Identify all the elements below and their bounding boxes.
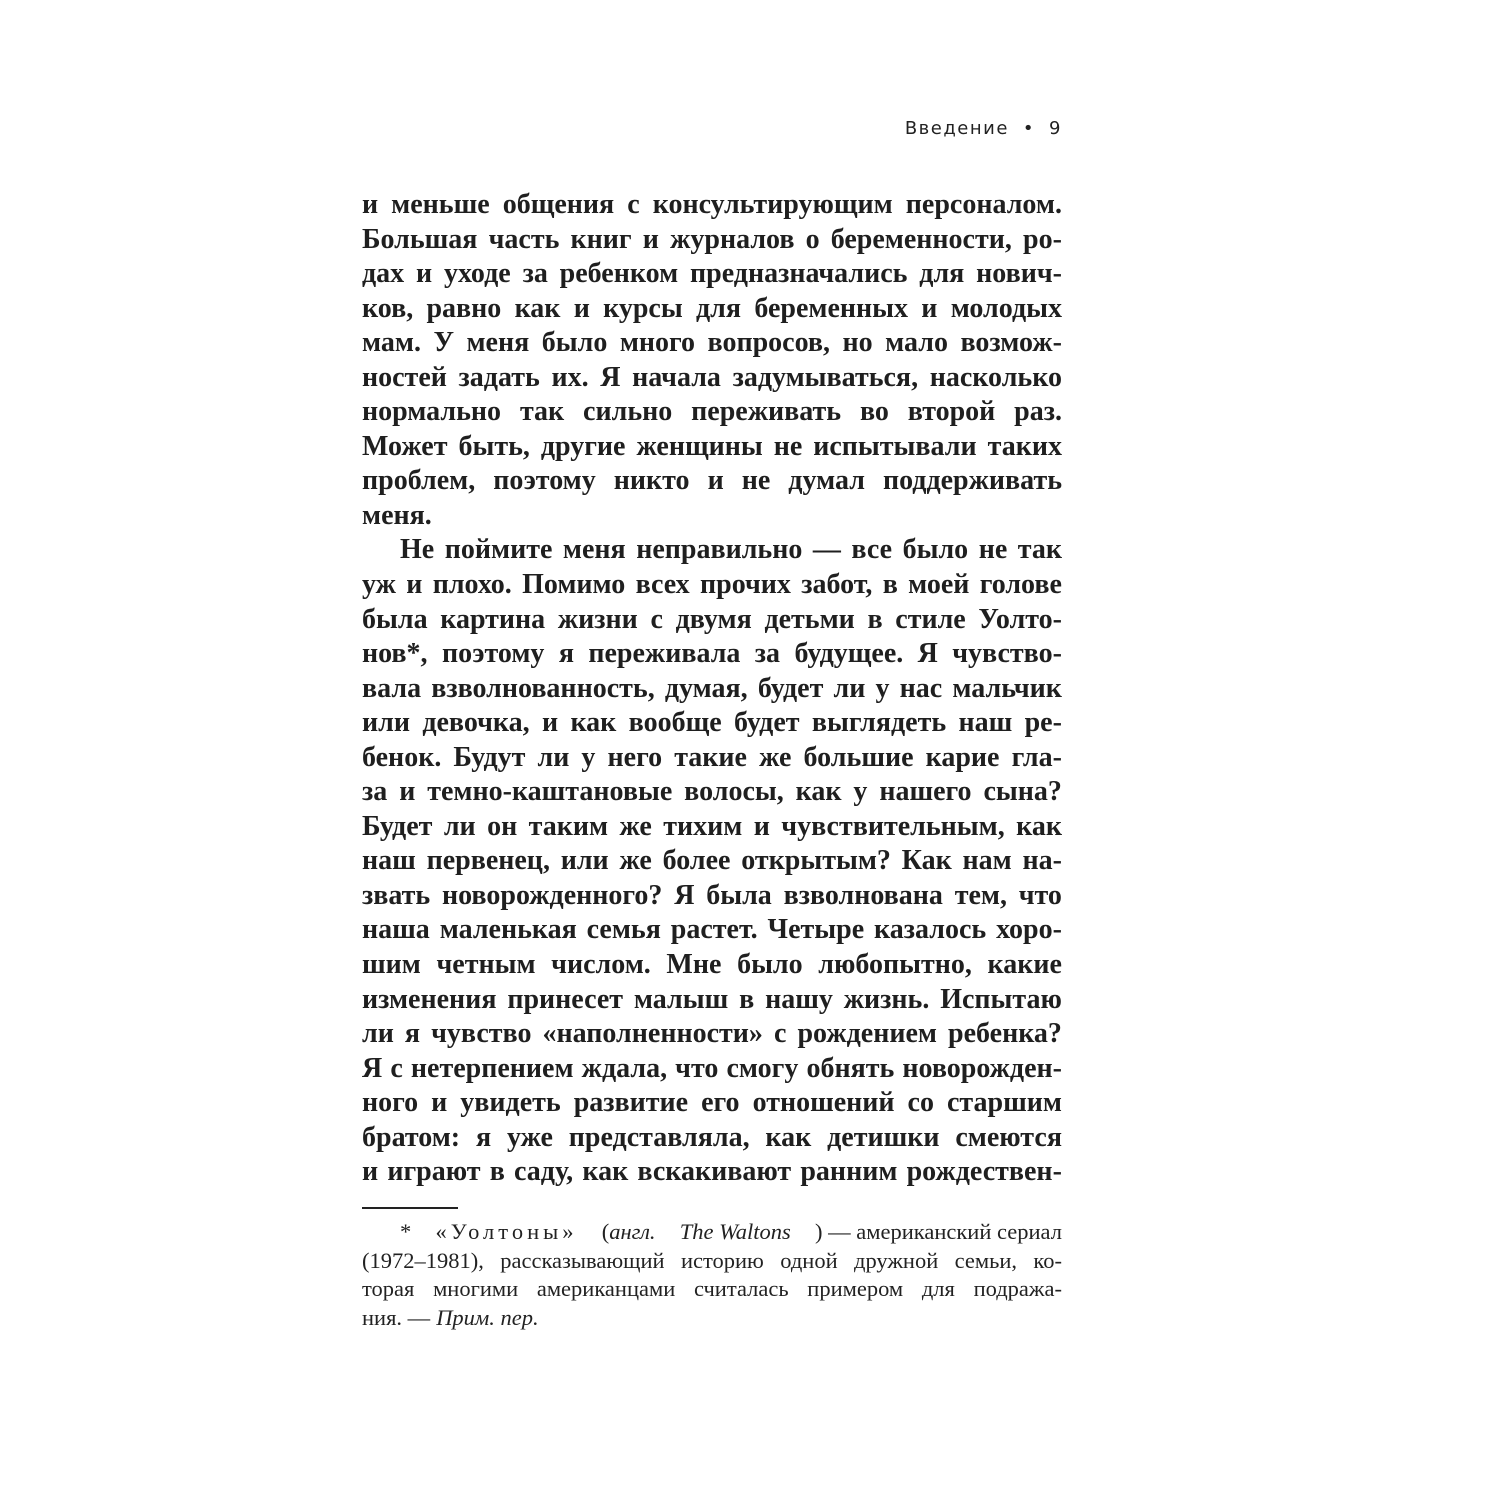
word: Испытаю <box>940 983 1062 1015</box>
word: маленькая <box>439 914 577 946</box>
word: чувство- <box>952 638 1062 670</box>
body-line <box>362 568 1062 603</box>
word: ре- <box>1024 707 1062 739</box>
body-line <box>362 499 1062 534</box>
word: прочих <box>699 569 791 601</box>
word: будет <box>757 672 824 704</box>
word: я <box>558 638 574 670</box>
word: принесет <box>507 983 624 1015</box>
footnote-line: ния. — Прим. пер. <box>362 1304 1062 1333</box>
body-line <box>362 810 1062 845</box>
word: наша <box>362 914 430 946</box>
footnote-title: «Уолтоны» <box>435 1219 578 1244</box>
word: чувство <box>431 1018 532 1050</box>
word: девочка, <box>422 707 530 739</box>
word: в <box>882 569 898 601</box>
word: консультирующим <box>652 189 893 220</box>
body-line <box>362 1121 1062 1156</box>
word: не <box>741 465 771 497</box>
word: и <box>362 189 379 220</box>
word: одной <box>780 1247 838 1273</box>
word: для <box>921 1276 955 1301</box>
body-line <box>362 672 1062 707</box>
word: беременных <box>754 292 909 324</box>
word: у <box>875 672 890 704</box>
word: всех <box>635 569 690 601</box>
word: Уолто- <box>978 603 1062 635</box>
word: Большая <box>362 223 478 255</box>
word: было <box>737 949 803 981</box>
body-line <box>362 1086 1062 1121</box>
word: детьми <box>764 603 855 635</box>
word: взволнована <box>783 879 943 911</box>
word: плохо. <box>432 569 512 601</box>
body-line <box>362 913 1062 948</box>
word: меньше <box>391 189 490 220</box>
word: никто <box>613 465 690 497</box>
word: меня. <box>362 499 432 531</box>
word: меня <box>466 327 530 359</box>
word: я <box>404 1018 421 1050</box>
word: братом: <box>362 1121 461 1153</box>
footnote-line <box>362 1218 1062 1247</box>
word: Будет <box>362 810 433 842</box>
word: предназначались <box>690 258 908 290</box>
word: раз. <box>1014 396 1062 428</box>
word: растет. <box>670 914 758 946</box>
word: новорожденного? <box>442 879 663 911</box>
word: взволнованность, <box>431 672 655 704</box>
word: и <box>431 1087 448 1119</box>
word: наш <box>362 845 416 877</box>
bullet-separator: • <box>1022 118 1036 139</box>
footnote-origin: (англ. <box>601 1219 656 1244</box>
footnote-line <box>362 1275 1062 1304</box>
word: рождением <box>797 1018 937 1050</box>
word: У <box>433 327 454 359</box>
word: же <box>759 741 792 773</box>
word: уж <box>362 569 396 601</box>
word: с <box>650 603 663 635</box>
word: у <box>853 776 868 808</box>
word: проблем, <box>362 465 476 497</box>
word: я <box>475 1121 492 1153</box>
word: Помимо <box>522 569 626 601</box>
word: семьи, <box>954 1247 1018 1273</box>
body-line <box>362 188 1062 223</box>
running-header <box>905 118 1062 139</box>
word: как <box>570 707 617 739</box>
word: для <box>919 258 965 290</box>
word: курсы <box>603 292 683 324</box>
word: забот, <box>801 569 873 601</box>
section-title: Введение <box>904 118 1009 139</box>
word: волосы, <box>684 776 784 808</box>
word: нам <box>962 845 1012 877</box>
word: отношений <box>752 1087 895 1119</box>
word: сына? <box>983 776 1062 808</box>
word: много <box>619 327 696 359</box>
word: четным <box>436 949 536 981</box>
body-line <box>362 395 1062 430</box>
word: как <box>765 1121 812 1153</box>
word: насколько <box>929 361 1062 393</box>
word: нашу <box>765 983 833 1015</box>
word: ждала, <box>581 1052 668 1084</box>
word: будет <box>733 707 800 739</box>
word: была <box>362 603 428 635</box>
word: многими <box>433 1276 519 1301</box>
body-line <box>362 775 1062 810</box>
word: или <box>362 707 410 739</box>
word: за <box>754 638 781 670</box>
word: было <box>902 534 969 566</box>
word: рассказывающий <box>500 1247 665 1273</box>
word: какие <box>987 949 1062 981</box>
word: персоналом. <box>905 189 1062 220</box>
word: считалась <box>693 1276 789 1301</box>
word: у <box>581 741 596 773</box>
word: поддерживать <box>882 465 1062 497</box>
word: таким <box>528 810 609 842</box>
word: тем, <box>954 879 1007 911</box>
word: большие <box>803 741 914 773</box>
footnote-marker: * <box>400 1219 412 1244</box>
word: Мне <box>666 949 722 981</box>
word: за <box>362 776 388 808</box>
word: задумываться, <box>732 361 919 393</box>
word: что <box>675 1052 719 1084</box>
word: думая, <box>664 672 748 704</box>
word: такие <box>674 741 747 773</box>
word: увидеть <box>460 1087 561 1119</box>
body-line <box>362 706 1062 741</box>
word: новорожден- <box>902 1052 1062 1084</box>
word: для <box>696 292 742 324</box>
word: шим <box>362 949 421 981</box>
word: гла- <box>1011 741 1062 773</box>
word: быть, <box>458 430 530 462</box>
word: но <box>842 327 873 359</box>
word: играют <box>387 1156 481 1188</box>
body-line <box>362 1017 1062 1052</box>
word: и <box>573 292 590 324</box>
word: ко- <box>1033 1247 1062 1273</box>
word: начала <box>632 361 721 393</box>
word: числом. <box>551 949 651 981</box>
word: семья <box>586 914 661 946</box>
word: была <box>706 879 772 911</box>
word: же <box>619 845 652 877</box>
word: более <box>662 845 731 877</box>
word: молодых <box>950 292 1062 324</box>
word: ро- <box>1023 223 1062 255</box>
word: беременности, <box>830 223 1012 255</box>
translator-note: Прим. пер. <box>436 1304 539 1330</box>
word: как <box>514 292 561 324</box>
word: саду, <box>514 1156 574 1188</box>
word: в <box>867 603 883 635</box>
page-number: 9 <box>1049 118 1062 139</box>
word: голове <box>979 569 1062 601</box>
word: Я <box>362 1052 383 1084</box>
word: — <box>812 534 841 566</box>
footnote <box>362 1218 1062 1332</box>
word: вопросов, <box>707 327 831 359</box>
body-line <box>362 361 1062 396</box>
word: уже <box>506 1121 553 1153</box>
word: Я <box>917 638 938 670</box>
word: Я <box>600 361 621 393</box>
word: развитие <box>573 1087 689 1119</box>
word: вала <box>362 672 422 704</box>
word: выглядеть <box>811 707 947 739</box>
word: ли <box>362 1018 394 1050</box>
word: дружной <box>854 1247 939 1273</box>
word: другие <box>540 430 626 462</box>
word: вскакивают <box>637 1156 792 1188</box>
word: же <box>619 810 652 842</box>
word: нов*, <box>362 638 428 670</box>
body-text <box>362 188 1062 1190</box>
body-line <box>362 844 1062 879</box>
word: не <box>978 534 1008 566</box>
body-line <box>362 637 1062 672</box>
word: меня <box>562 534 626 566</box>
word: и <box>642 223 659 255</box>
word: Будут <box>453 741 526 773</box>
body-line <box>362 1052 1062 1087</box>
word: изменения <box>362 983 497 1015</box>
word: нетерпением <box>410 1052 574 1084</box>
word: подража- <box>973 1276 1062 1301</box>
word: неправильно <box>636 534 803 566</box>
word: женщины <box>636 430 763 462</box>
word: представляла, <box>568 1121 750 1153</box>
word: Может <box>362 430 448 462</box>
word: «наполненности» <box>542 1018 763 1050</box>
word: и <box>406 569 423 601</box>
body-line <box>362 603 1062 638</box>
footnote-original-title: The Waltons <box>679 1219 791 1244</box>
word: ли <box>833 672 866 704</box>
word: ли <box>443 810 476 842</box>
word: нас <box>899 672 943 704</box>
word: чувствительным, <box>781 810 1005 842</box>
word: таких <box>987 430 1062 462</box>
word: Четыре <box>767 914 865 946</box>
word: как <box>1016 810 1062 842</box>
body-line <box>362 326 1062 361</box>
word: хоро- <box>996 914 1062 946</box>
word: в <box>739 983 755 1015</box>
word: мальчик <box>952 672 1062 704</box>
word: двумя <box>675 603 752 635</box>
word: ли <box>537 741 570 773</box>
footnote-divider <box>362 1207 458 1209</box>
word: думал <box>788 465 865 497</box>
word: нович- <box>976 258 1062 290</box>
word: историю <box>680 1247 764 1273</box>
word: было <box>541 327 608 359</box>
body-line <box>362 223 1062 258</box>
word: ребенка? <box>948 1018 1062 1050</box>
body-line <box>362 948 1062 983</box>
word: торая <box>362 1276 415 1301</box>
footnote-description: ) — американский сериал <box>815 1219 1062 1244</box>
word: наш <box>958 707 1013 739</box>
word: американцами <box>536 1276 676 1301</box>
word: будущее. <box>794 638 904 670</box>
word: ков, <box>362 292 414 324</box>
word: тихим <box>663 810 743 842</box>
word: ного <box>362 1087 419 1119</box>
word: и <box>416 258 433 290</box>
word: обнять <box>806 1052 895 1084</box>
word: поэтому <box>441 638 545 670</box>
body-line <box>362 879 1062 914</box>
word: смеются <box>955 1121 1062 1153</box>
word: малыш <box>633 983 729 1015</box>
body-line <box>362 983 1062 1018</box>
word: и <box>362 1156 379 1188</box>
body-line <box>362 1155 1062 1190</box>
word: сильно <box>583 396 673 428</box>
word: поэтому <box>493 465 596 497</box>
word: с <box>773 1018 787 1050</box>
word: Не <box>400 534 435 566</box>
word: о <box>805 223 820 255</box>
word: любопытно, <box>818 949 972 981</box>
word: дах <box>362 258 405 290</box>
word: ранним <box>800 1156 898 1188</box>
word: равно <box>426 292 502 324</box>
word: книг <box>570 223 632 255</box>
word: жизни <box>557 603 638 635</box>
word: открытым? <box>741 845 891 877</box>
word: со <box>907 1087 934 1119</box>
body-line <box>362 464 1062 499</box>
word: с <box>390 1052 403 1084</box>
body-line <box>362 257 1062 292</box>
word: моей <box>908 569 970 601</box>
word: задать <box>458 361 540 393</box>
word: мам. <box>362 327 421 359</box>
word: первенец, <box>426 845 550 877</box>
word: смогу <box>726 1052 799 1084</box>
word: журналов <box>670 223 795 255</box>
word: детишки <box>827 1121 940 1153</box>
word: жизнь. <box>843 983 930 1015</box>
word: его <box>701 1087 740 1119</box>
body-line <box>362 741 1062 776</box>
word: нормально <box>362 396 502 428</box>
word: все <box>851 534 893 566</box>
word: или <box>560 845 609 877</box>
body-line <box>362 430 1062 465</box>
word: за <box>522 258 548 290</box>
word: старшим <box>946 1087 1062 1119</box>
word: как <box>795 776 842 808</box>
word: стиле <box>895 603 966 635</box>
word: бенок. <box>362 741 442 773</box>
word: него <box>607 741 663 773</box>
word: второй <box>907 396 996 428</box>
word: и <box>921 292 938 324</box>
word: в <box>489 1156 505 1188</box>
word: казалось <box>874 914 987 946</box>
word: общения <box>502 189 615 220</box>
word: часть <box>488 223 560 255</box>
word: картина <box>440 603 546 635</box>
word: их. <box>551 361 589 393</box>
word: возмож- <box>960 327 1062 359</box>
word: Я <box>674 879 695 911</box>
word: переживать <box>691 396 842 428</box>
word: Как <box>901 845 952 877</box>
body-line <box>362 292 1062 327</box>
word: что <box>1018 879 1062 911</box>
word: вообще <box>628 707 722 739</box>
word: как <box>582 1156 629 1188</box>
word: испытывали <box>813 430 977 462</box>
word: не <box>773 430 803 462</box>
word: темно-каштановые <box>427 776 673 808</box>
word: уходе <box>444 258 511 290</box>
footnote-line <box>362 1247 1062 1276</box>
word: звать <box>362 879 431 911</box>
word: поймите <box>444 534 553 566</box>
word: (1972–1981), <box>362 1247 484 1273</box>
word: так <box>1017 534 1062 566</box>
word: ностей <box>362 361 447 393</box>
word: примером <box>807 1276 904 1301</box>
word: и <box>753 810 770 842</box>
word: и <box>399 776 416 808</box>
word: мало <box>885 327 948 359</box>
word: с <box>627 189 640 220</box>
word: и <box>707 465 724 497</box>
word: переживала <box>588 638 741 670</box>
word: и <box>541 707 559 739</box>
word: на- <box>1022 845 1062 877</box>
word: так <box>519 396 565 428</box>
word: карие <box>925 741 1000 773</box>
word: во <box>859 396 889 428</box>
word: ребенком <box>559 258 679 290</box>
word: рождествен- <box>906 1156 1062 1188</box>
word: он <box>487 810 518 842</box>
body-line <box>362 533 1062 568</box>
word: нашего <box>879 776 972 808</box>
